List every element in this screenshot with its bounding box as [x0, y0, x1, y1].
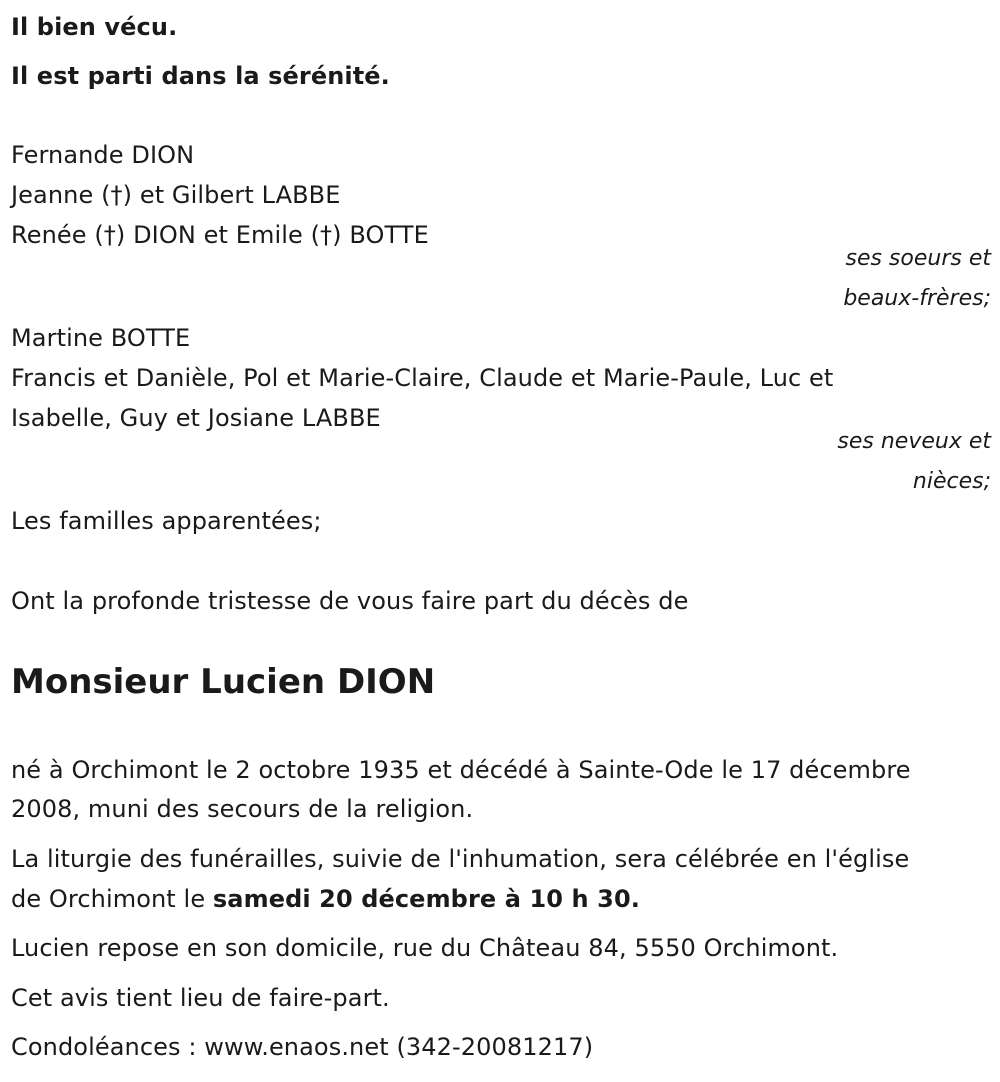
- notice-line: Cet avis tient lieu de faire-part.: [11, 984, 390, 1012]
- intro-line-1: Il bien vécu.: [11, 13, 178, 41]
- related-families: Les familles apparentées;: [11, 507, 322, 535]
- nephew-2: Francis et Danièle, Pol et Marie-Claire, Claude et Marie-Paule, Luc et: [11, 364, 834, 392]
- deceased-name: Monsieur Lucien DION: [11, 662, 436, 702]
- birth-death-line-1: né à Orchimont le 2 octobre 1935 et décédé à Sainte-Ode le 17 décembre: [11, 756, 911, 784]
- sisters-role-line-1: ses soeurs et: [845, 246, 991, 271]
- liturgy-prefix: de Orchimont le: [11, 885, 213, 913]
- sister-1: Fernande DION: [11, 141, 195, 169]
- liturgy-date: samedi 20 décembre à 10 h 30.: [212, 885, 640, 913]
- sister-3: Renée (†) DION et Emile (†) BOTTE: [11, 221, 429, 249]
- condolences: Condoléances : www.enaos.net (342-20081217): [11, 1033, 594, 1061]
- nephews-role-line-1: ses neveux et: [837, 429, 991, 454]
- rest-location: Lucien repose en son domicile, rue du Château 84, 5550 Orchimont.: [11, 934, 839, 962]
- intro-line-2: Il est parti dans la sérénité.: [11, 62, 390, 90]
- nephew-1: Martine BOTTE: [11, 324, 191, 352]
- nephew-3: Isabelle, Guy et Josiane LABBE: [11, 404, 381, 432]
- sister-2: Jeanne (†) et Gilbert LABBE: [11, 181, 341, 209]
- nephews-role-line-2: nièces;: [912, 469, 991, 494]
- birth-death-line-2: 2008, muni des secours de la religion.: [11, 795, 474, 823]
- announcement: Ont la profonde tristesse de vous faire part du décès de: [11, 587, 689, 615]
- liturgy-line-1: La liturgie des funérailles, suivie de l'inhumation, sera célébrée en l'église: [11, 845, 910, 873]
- sisters-role-line-2: beaux-frères;: [843, 286, 991, 311]
- liturgy-line-2: [11, 884, 640, 914]
